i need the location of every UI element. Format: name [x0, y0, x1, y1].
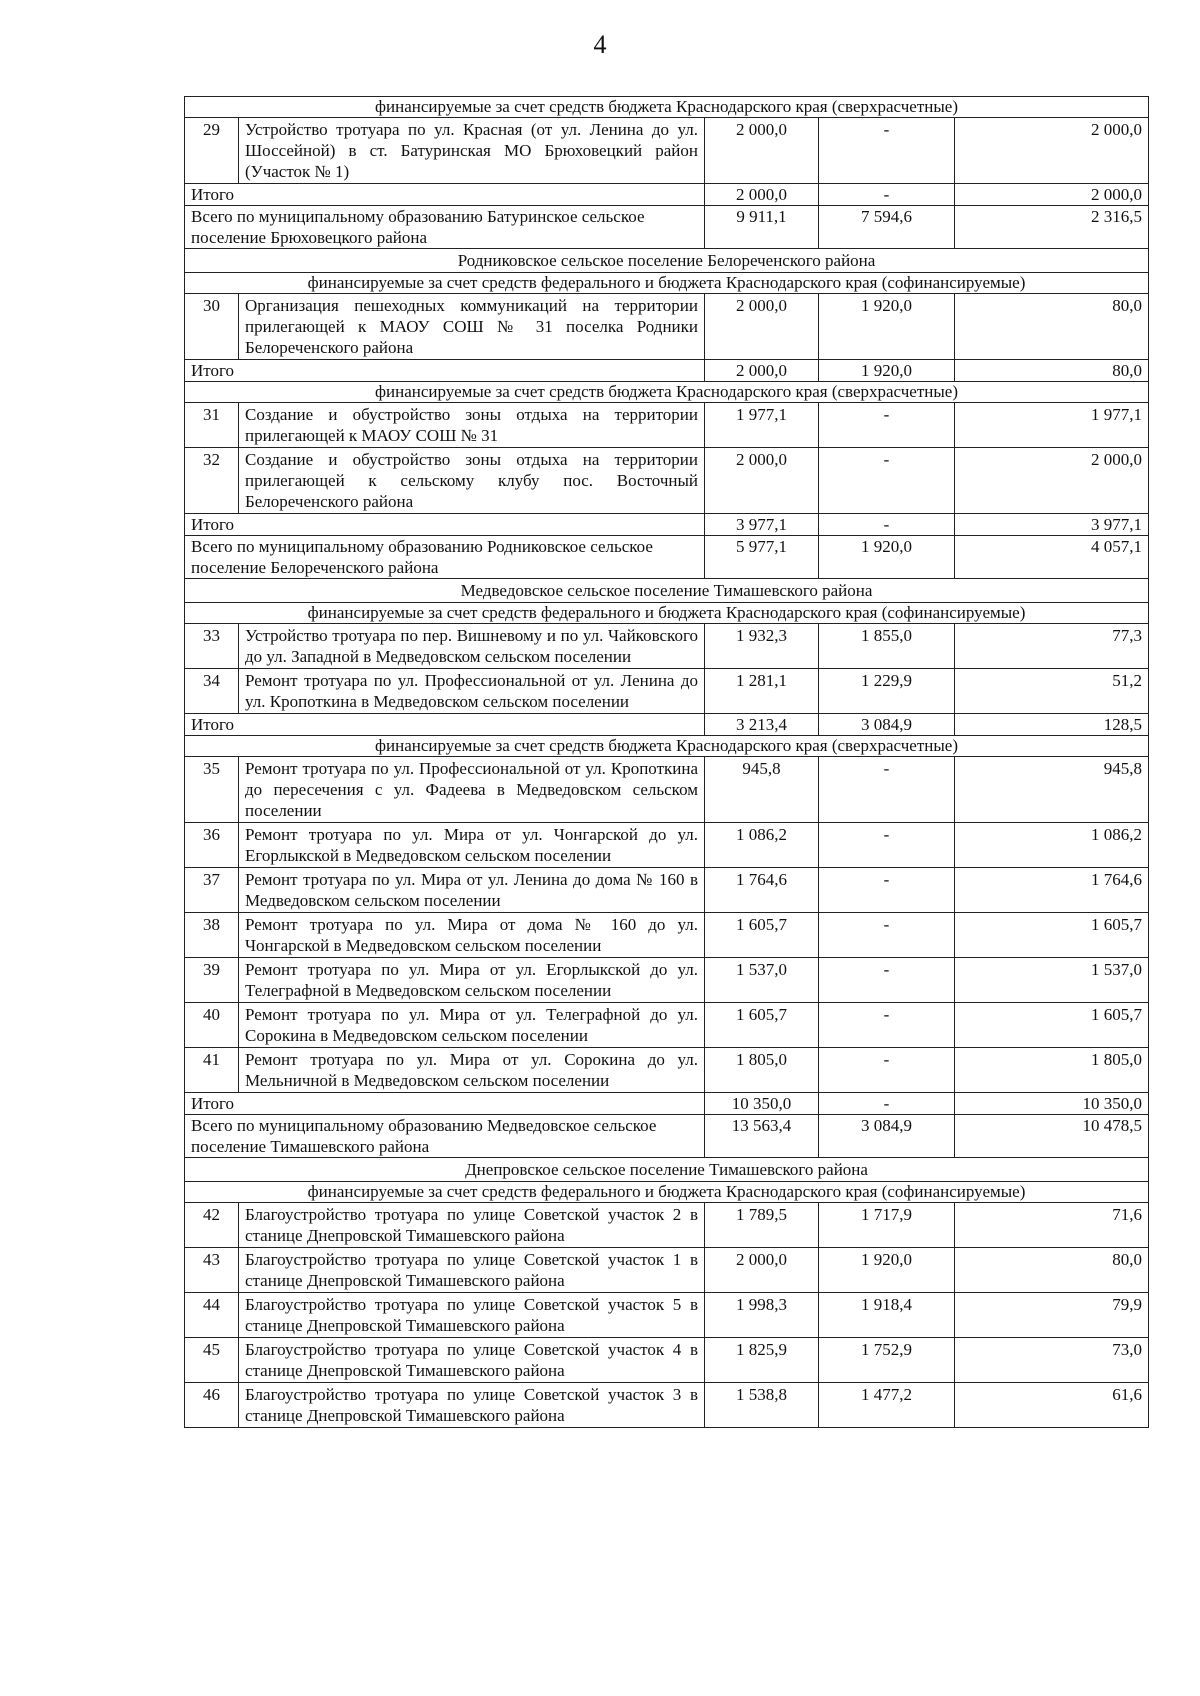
- item-description: Ремонт тротуара по ул. Мира от ул. Сорокина до ул. Мельничной в Медведовском сельском поселении: [239, 1048, 705, 1093]
- funding-section-row: [185, 97, 1149, 118]
- total-amount: 3 213,4: [705, 714, 819, 736]
- regional-amount: 4 057,1: [955, 536, 1149, 579]
- total-amount: 1 932,3: [705, 624, 819, 669]
- item-description: Устройство тротуара по ул. Красная (от ул. Ленина до ул. Шоссейной) в ст. Батуринская МО Брюховецкий район (Участок № 1): [239, 118, 705, 184]
- federal-amount: 1 920,0: [819, 360, 955, 382]
- subtotal-label: Итого: [185, 714, 705, 736]
- total-amount: 1 977,1: [705, 403, 819, 448]
- total-amount: 2 000,0: [705, 118, 819, 184]
- federal-amount: -: [819, 958, 955, 1003]
- funding-section-row: [185, 603, 1149, 624]
- regional-amount: 128,5: [955, 714, 1149, 736]
- total-amount: 1 764,6: [705, 868, 819, 913]
- subtotal-label: Итого: [185, 184, 705, 206]
- table-row: [185, 624, 1149, 669]
- grand-total-row: [185, 536, 1149, 579]
- item-number: 46: [185, 1383, 239, 1428]
- federal-amount: 1 229,9: [819, 669, 955, 714]
- table-row: [185, 1338, 1149, 1383]
- federal-amount: 1 752,9: [819, 1338, 955, 1383]
- item-number: 29: [185, 118, 239, 184]
- federal-amount: 1 477,2: [819, 1383, 955, 1428]
- table-row: [185, 294, 1149, 360]
- subtotal-row: [185, 360, 1149, 382]
- total-amount: 2 000,0: [705, 1248, 819, 1293]
- regional-amount: 945,8: [955, 757, 1149, 823]
- table-row: [185, 913, 1149, 958]
- item-description: Ремонт тротуара по ул. Мира от ул. Егорлыкской до ул. Телеграфной в Медведовском сельском поселении: [239, 958, 705, 1003]
- regional-amount: 2 000,0: [955, 448, 1149, 514]
- item-description: Организация пешеходных коммуникаций на территории прилегающей к МАОУ СОШ № 31 поселка Родники Белореченского района: [239, 294, 705, 360]
- grand-total-label: Всего по муниципальному образованию Батуринское сельское поселение Брюховецкого района: [185, 206, 705, 249]
- table-row: [185, 958, 1149, 1003]
- funding-section-row: [185, 736, 1149, 757]
- total-amount: 1 605,7: [705, 1003, 819, 1048]
- regional-amount: 1 086,2: [955, 823, 1149, 868]
- item-number: 45: [185, 1338, 239, 1383]
- item-number: 40: [185, 1003, 239, 1048]
- total-amount: 2 000,0: [705, 360, 819, 382]
- regional-amount: 1 764,6: [955, 868, 1149, 913]
- item-number: 39: [185, 958, 239, 1003]
- total-amount: 1 825,9: [705, 1338, 819, 1383]
- item-description: Ремонт тротуара по ул. Мира от дома № 160 до ул. Чонгарской в Медведовском сельском поселении: [239, 913, 705, 958]
- item-description: Ремонт тротуара по ул. Профессиональной от ул. Кропоткина до пересечения с ул. Фадеева в Медведовском сельском поселении: [239, 757, 705, 823]
- subtotal-label: Итого: [185, 514, 705, 536]
- total-amount: 5 977,1: [705, 536, 819, 579]
- item-number: 41: [185, 1048, 239, 1093]
- federal-amount: -: [819, 448, 955, 514]
- federal-amount: -: [819, 1048, 955, 1093]
- table-row: [185, 1003, 1149, 1048]
- regional-amount: 61,6: [955, 1383, 1149, 1428]
- funding-section-row: [185, 382, 1149, 403]
- total-amount: 1 537,0: [705, 958, 819, 1003]
- regional-amount: 80,0: [955, 294, 1149, 360]
- funding-section-title: финансируемые за счет средств федерального и бюджета Краснодарского края (софинансируемые): [185, 273, 1149, 294]
- federal-amount: -: [819, 514, 955, 536]
- federal-amount: 1 717,9: [819, 1203, 955, 1248]
- total-amount: 1 538,8: [705, 1383, 819, 1428]
- regional-amount: 1 605,7: [955, 913, 1149, 958]
- regional-amount: 80,0: [955, 1248, 1149, 1293]
- table-row: [185, 823, 1149, 868]
- item-number: 37: [185, 868, 239, 913]
- table-row: [185, 118, 1149, 184]
- regional-amount: 1 537,0: [955, 958, 1149, 1003]
- grand-total-label: Всего по муниципальному образованию Родниковское сельское поселение Белореченского района: [185, 536, 705, 579]
- subtotal-row: [185, 514, 1149, 536]
- funding-section-title: финансируемые за счет средств бюджета Краснодарского края (сверхрасчетные): [185, 736, 1149, 757]
- item-number: 38: [185, 913, 239, 958]
- total-amount: 1 789,5: [705, 1203, 819, 1248]
- item-description: Ремонт тротуара по ул. Профессиональной от ул. Ленина до ул. Кропоткина в Медведовском сельском поселении: [239, 669, 705, 714]
- municipality-row: [185, 1158, 1149, 1182]
- table-row: [185, 1293, 1149, 1338]
- regional-amount: 2 316,5: [955, 206, 1149, 249]
- table-row: [185, 669, 1149, 714]
- federal-amount: 3 084,9: [819, 714, 955, 736]
- grand-total-row: [185, 206, 1149, 249]
- federal-amount: -: [819, 823, 955, 868]
- budget-table-body: [185, 97, 1149, 1428]
- item-description: Создание и обустройство зоны отдыха на территории прилегающей к сельскому клубу пос. Восточный Белореченского района: [239, 448, 705, 514]
- funding-section-title: финансируемые за счет средств федерального и бюджета Краснодарского края (софинансируемые): [185, 1182, 1149, 1203]
- regional-amount: 77,3: [955, 624, 1149, 669]
- funding-section-row: [185, 273, 1149, 294]
- item-description: Устройство тротуара по пер. Вишневому и по ул. Чайковского до ул. Западной в Медведовском сельском поселении: [239, 624, 705, 669]
- item-number: 31: [185, 403, 239, 448]
- regional-amount: 1 805,0: [955, 1048, 1149, 1093]
- subtotal-label: Итого: [185, 1093, 705, 1115]
- table-row: [185, 448, 1149, 514]
- federal-amount: 3 084,9: [819, 1115, 955, 1158]
- funding-section-title: финансируемые за счет средств бюджета Краснодарского края (сверхрасчетные): [185, 97, 1149, 118]
- total-amount: 1 605,7: [705, 913, 819, 958]
- table-row: [185, 1048, 1149, 1093]
- municipality-title: Медведовское сельское поселение Тимашевского района: [185, 579, 1149, 603]
- item-description: Ремонт тротуара по ул. Мира от ул. Чонгарской до ул. Егорлыкской в Медведовском сельском поселении: [239, 823, 705, 868]
- federal-amount: 1 920,0: [819, 536, 955, 579]
- federal-amount: -: [819, 1003, 955, 1048]
- federal-amount: -: [819, 118, 955, 184]
- federal-amount: 7 594,6: [819, 206, 955, 249]
- funding-section-title: финансируемые за счет средств федерального и бюджета Краснодарского края (софинансируемые): [185, 603, 1149, 624]
- regional-amount: 1 605,7: [955, 1003, 1149, 1048]
- table-row: [185, 1248, 1149, 1293]
- item-description: Ремонт тротуара по ул. Мира от ул. Ленина до дома № 160 в Медведовском сельском поселении: [239, 868, 705, 913]
- federal-amount: 1 920,0: [819, 294, 955, 360]
- federal-amount: 1 918,4: [819, 1293, 955, 1338]
- municipality-row: [185, 249, 1149, 273]
- grand-total-label: Всего по муниципальному образованию Медведовское сельское поселение Тимашевского района: [185, 1115, 705, 1158]
- item-description: Благоустройство тротуара по улице Советской участок 2 в станице Днепровской Тимашевского района: [239, 1203, 705, 1248]
- table-row: [185, 1203, 1149, 1248]
- regional-amount: 3 977,1: [955, 514, 1149, 536]
- item-description: Благоустройство тротуара по улице Советской участок 4 в станице Днепровской Тимашевского района: [239, 1338, 705, 1383]
- regional-amount: 2 000,0: [955, 118, 1149, 184]
- total-amount: 945,8: [705, 757, 819, 823]
- funding-section-row: [185, 1182, 1149, 1203]
- regional-amount: 73,0: [955, 1338, 1149, 1383]
- municipality-row: [185, 579, 1149, 603]
- regional-amount: 10 478,5: [955, 1115, 1149, 1158]
- table-row: [185, 403, 1149, 448]
- regional-amount: 2 000,0: [955, 184, 1149, 206]
- item-description: Благоустройство тротуара по улице Советской участок 3 в станице Днепровской Тимашевского района: [239, 1383, 705, 1428]
- total-amount: 2 000,0: [705, 448, 819, 514]
- total-amount: 2 000,0: [705, 184, 819, 206]
- item-description: Ремонт тротуара по ул. Мира от ул. Телеграфной до ул. Сорокина в Медведовском сельском поселении: [239, 1003, 705, 1048]
- subtotal-row: [185, 1093, 1149, 1115]
- federal-amount: -: [819, 868, 955, 913]
- total-amount: 9 911,1: [705, 206, 819, 249]
- total-amount: 13 563,4: [705, 1115, 819, 1158]
- item-number: 32: [185, 448, 239, 514]
- federal-amount: 1 855,0: [819, 624, 955, 669]
- total-amount: 1 281,1: [705, 669, 819, 714]
- total-amount: 2 000,0: [705, 294, 819, 360]
- item-description: Создание и обустройство зоны отдыха на территории прилегающей к МАОУ СОШ № 31: [239, 403, 705, 448]
- total-amount: 10 350,0: [705, 1093, 819, 1115]
- funding-section-title: финансируемые за счет средств бюджета Краснодарского края (сверхрасчетные): [185, 382, 1149, 403]
- total-amount: 1 805,0: [705, 1048, 819, 1093]
- regional-amount: 51,2: [955, 669, 1149, 714]
- item-number: 42: [185, 1203, 239, 1248]
- item-number: 44: [185, 1293, 239, 1338]
- subtotal-label: Итого: [185, 360, 705, 382]
- table-row: [185, 757, 1149, 823]
- federal-amount: 1 920,0: [819, 1248, 955, 1293]
- regional-amount: 10 350,0: [955, 1093, 1149, 1115]
- subtotal-row: [185, 714, 1149, 736]
- table-row: [185, 1383, 1149, 1428]
- regional-amount: 71,6: [955, 1203, 1149, 1248]
- subtotal-row: [185, 184, 1149, 206]
- regional-amount: 1 977,1: [955, 403, 1149, 448]
- municipality-title: Родниковское сельское поселение Белореченского района: [185, 249, 1149, 273]
- item-description: Благоустройство тротуара по улице Советской участок 1 в станице Днепровской Тимашевского района: [239, 1248, 705, 1293]
- federal-amount: -: [819, 913, 955, 958]
- item-number: 35: [185, 757, 239, 823]
- federal-amount: -: [819, 757, 955, 823]
- item-number: 43: [185, 1248, 239, 1293]
- total-amount: 1 998,3: [705, 1293, 819, 1338]
- item-number: 30: [185, 294, 239, 360]
- item-number: 36: [185, 823, 239, 868]
- federal-amount: -: [819, 184, 955, 206]
- federal-amount: -: [819, 403, 955, 448]
- regional-amount: 79,9: [955, 1293, 1149, 1338]
- total-amount: 3 977,1: [705, 514, 819, 536]
- table-row: [185, 868, 1149, 913]
- municipality-title: Днепровское сельское поселение Тимашевского района: [185, 1158, 1149, 1182]
- budget-table: [184, 96, 1149, 1428]
- grand-total-row: [185, 1115, 1149, 1158]
- item-description: Благоустройство тротуара по улице Советской участок 5 в станице Днепровской Тимашевского района: [239, 1293, 705, 1338]
- item-number: 34: [185, 669, 239, 714]
- total-amount: 1 086,2: [705, 823, 819, 868]
- item-number: 33: [185, 624, 239, 669]
- page-number: 4: [593, 30, 607, 59]
- federal-amount: -: [819, 1093, 955, 1115]
- regional-amount: 80,0: [955, 360, 1149, 382]
